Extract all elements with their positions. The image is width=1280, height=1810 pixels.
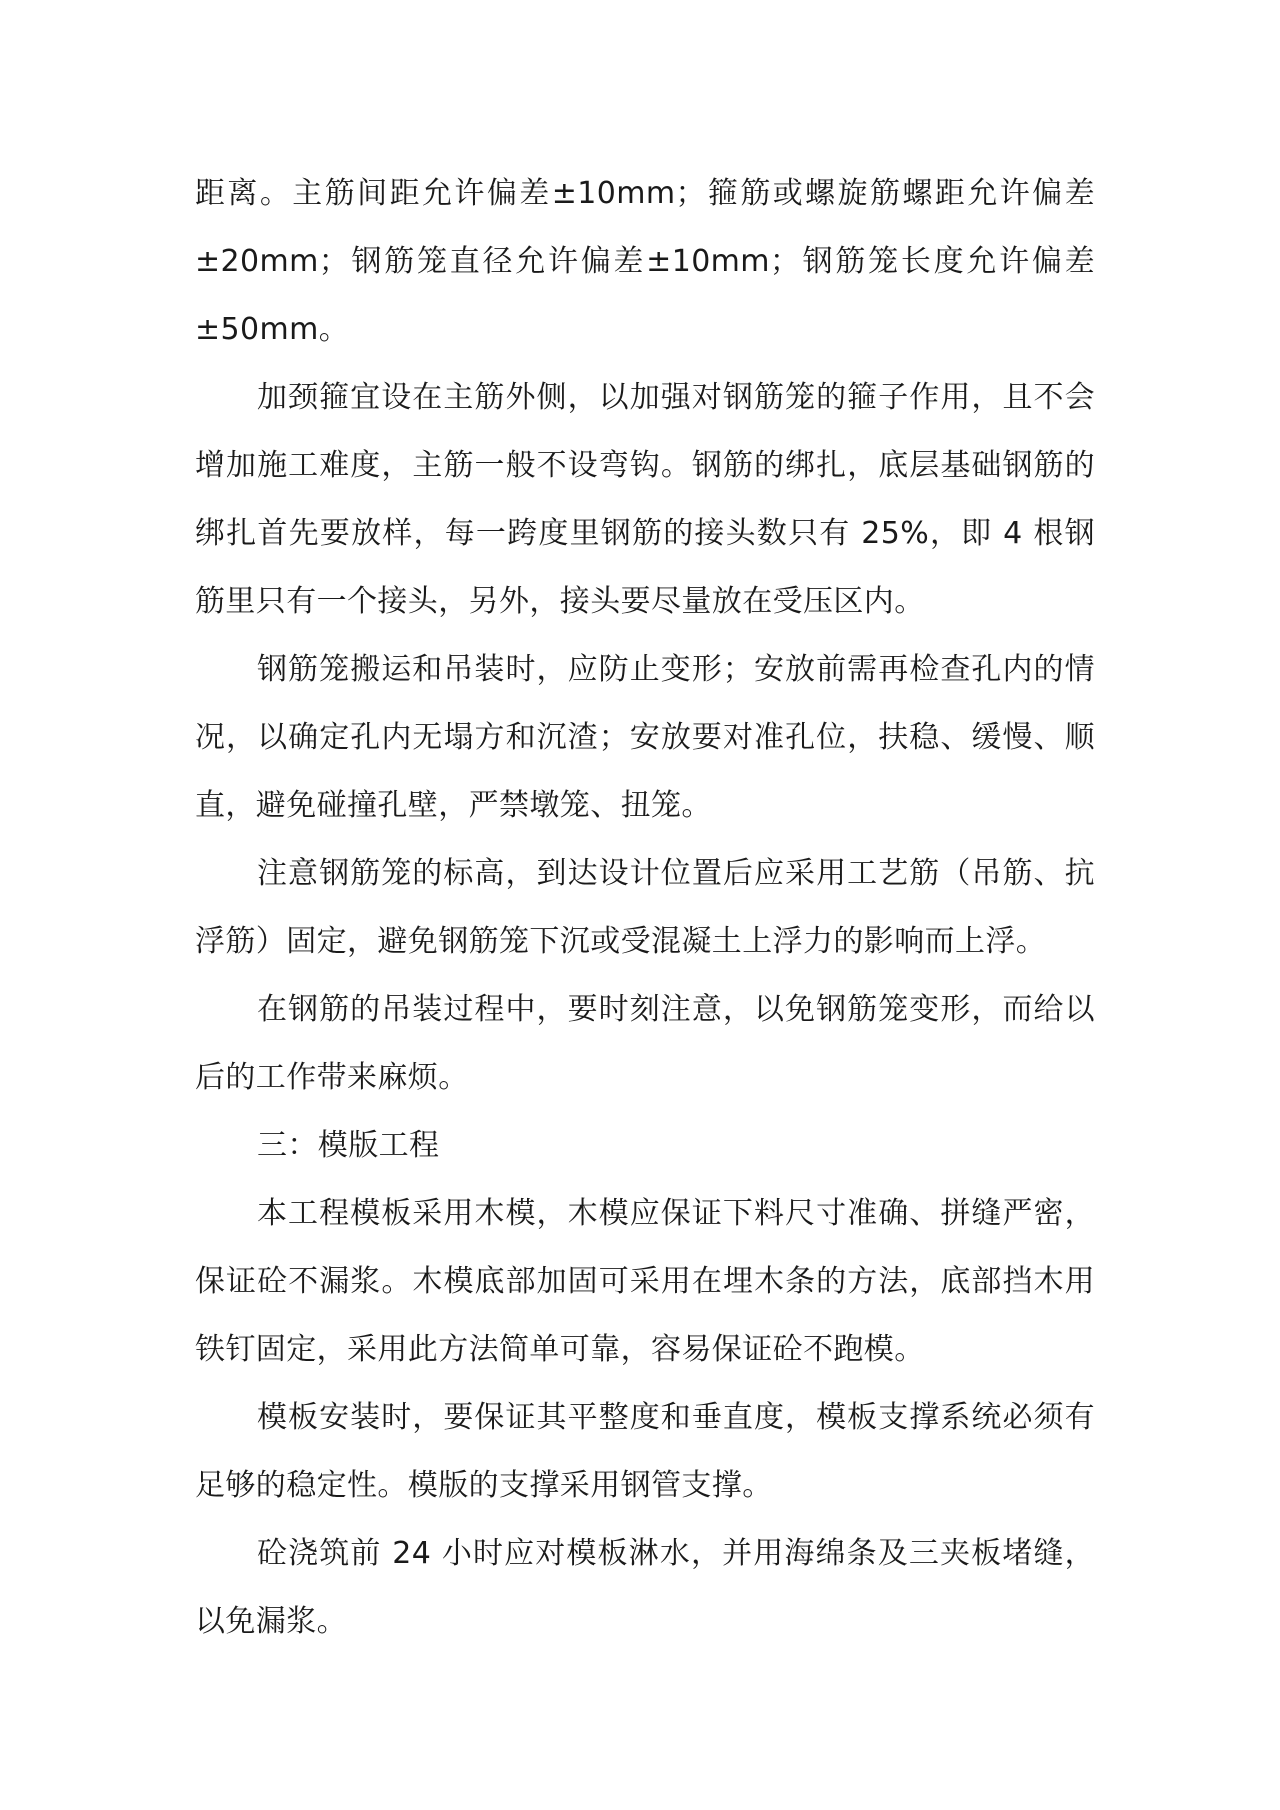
paragraph-cage-lifting: 钢筋笼搬运和吊装时，应防止变形；安放前需再检查孔内的情况，以确定孔内无塌方和沉渣；安放要对准孔位，扶稳、缓慢、顺直，避免碰撞孔壁，严禁墩笼、扭笼。 <box>195 652 1095 823</box>
paragraph-formwork-material: 本工程模板采用木模，木模应保证下料尺寸准确、拼缝严密，保证砼不漏浆。木模底部加固可采用在埋木条的方法，底部挡木用铁钉固定，采用此方法简单可靠，容易保证砼不跑模。 <box>195 1196 1095 1367</box>
paragraph-pre-pour: 砼浇筑前 24 小时应对模板淋水，并用海绵条及三夹板堵缝，以免漏浆。 <box>195 1536 1095 1639</box>
section-heading: 三：模版工程 <box>257 1128 440 1163</box>
paragraph-stirrups: 加颈箍宜设在主筋外侧，以加强对钢筋笼的箍子作用，且不会增加施工难度，主筋一般不设弯钩。钢筋的绑扎，底层基础钢筋的绑扎首先要放样，每一跨度里钢筋的接头数只有 25%，即 4 根钢筋里只有一个接头，另外，接头要尽量放在受压区内。 <box>195 380 1095 619</box>
paragraph-tolerances: 距离。主筋间距允许偏差±10mm；箍筋或螺旋筋螺距允许偏差±20mm；钢筋笼直径允许偏差±10mm；钢筋笼长度允许偏差±50mm。 <box>195 176 1095 347</box>
paragraph-formwork-install: 模板安装时，要保证其平整度和垂直度，模板支撑系统必须有足够的稳定性。模版的支撑采用钢管支撑。 <box>195 1400 1095 1503</box>
paragraph-cage-elevation: 注意钢筋笼的标高，到达设计位置后应采用工艺筋（吊筋、抗浮筋）固定，避免钢筋笼下沉或受混凝土上浮力的影响而上浮。 <box>195 856 1095 959</box>
paragraph-hoisting-care: 在钢筋的吊装过程中，要时刻注意，以免钢筋笼变形，而给以后的工作带来麻烦。 <box>195 992 1095 1095</box>
document-page <box>195 160 1095 1656</box>
